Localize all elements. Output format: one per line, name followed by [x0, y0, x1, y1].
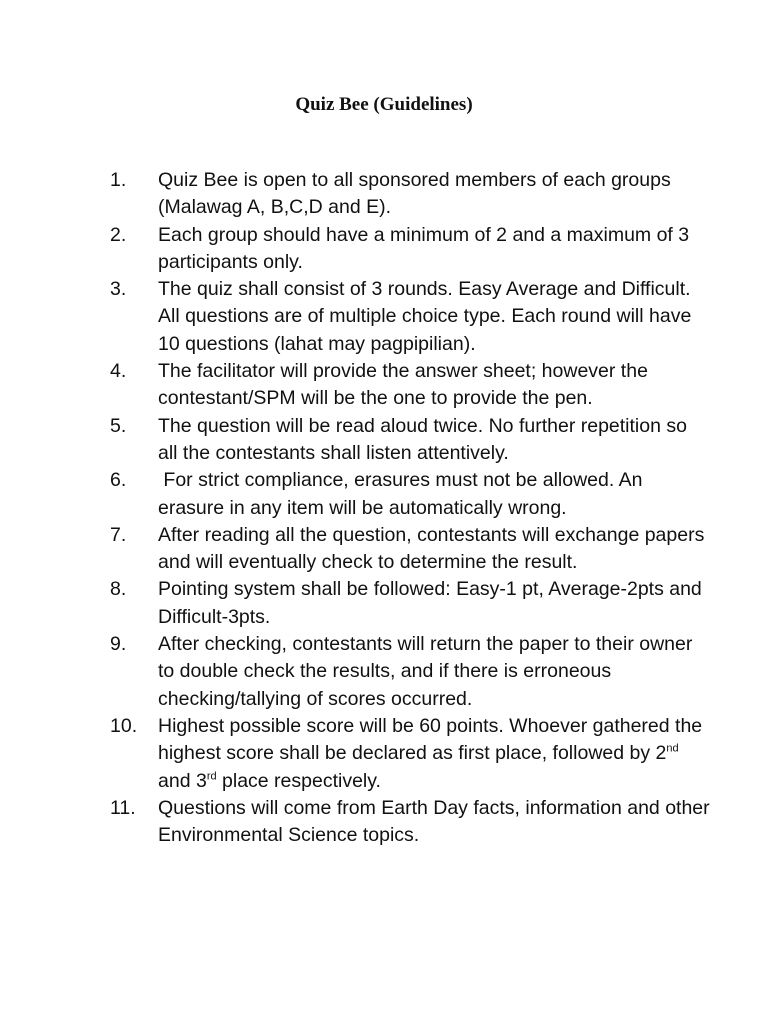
item-text-part: and 3	[158, 769, 207, 792]
item-text: The facilitator will provide the answer sheet; however the contestant/SPM will be the one to provide the pen.	[158, 360, 648, 410]
list-item	[110, 413, 710, 468]
item-text: The question will be read aloud twice. No further repetition so all the contestants shall listen attentively.	[158, 414, 687, 464]
item-number: 7.	[110, 523, 127, 546]
list-item	[110, 522, 710, 577]
list-item	[110, 467, 710, 522]
item-text: Pointing system shall be followed: Easy-1 pt, Average-2pts and Difficult-3pts.	[158, 578, 702, 628]
guidelines-list	[110, 167, 710, 849]
list-item	[110, 222, 710, 277]
ordinal-suffix: nd	[666, 742, 679, 755]
list-item	[110, 795, 710, 850]
item-text	[158, 713, 710, 795]
ordinal-suffix: rd	[206, 770, 217, 783]
item-number: 1.	[110, 169, 127, 191]
item-text: Questions will come from Earth Day facts, information and other Environmental Science topics.	[158, 796, 710, 847]
item-number: 6.	[110, 469, 127, 492]
item-number: 3.	[110, 278, 127, 301]
item-text: The quiz shall consist of 3 rounds. Easy Average and Difficult. All questions are of multiple choice type. Each round will have 10 questions (lahat may pagpipilian).	[158, 278, 692, 355]
item-number: 4.	[110, 360, 127, 383]
item-text-part: place respectively.	[216, 769, 381, 792]
item-text: Each group should have a minimum of 2 and a maximum of 3 participants only.	[158, 223, 690, 273]
item-text: For strict compliance, erasures must not be allowed. An erasure in any item will be automatically wrong.	[158, 469, 643, 519]
item-text: Quiz Bee is open to all sponsored members of each groups (Malawag A, B,C,D and E).	[158, 169, 671, 219]
item-number: 9.	[110, 633, 127, 656]
list-item	[110, 167, 710, 222]
item-text-part: Highest possible score will be 60 points. Whoever gathered the highest score shall be declared as first place, followed by 2	[158, 714, 703, 765]
list-item	[110, 713, 710, 795]
item-number: 11.	[110, 796, 136, 819]
item-number: 2.	[110, 223, 127, 246]
list-item	[110, 276, 710, 358]
list-item	[110, 358, 710, 413]
item-text: After checking, contestants will return the paper to their owner to double check the results, and if there is erroneous checking/tallying of scores occurred.	[158, 633, 693, 710]
list-item	[110, 576, 710, 631]
list-item	[110, 631, 710, 713]
item-number: 10.	[110, 714, 138, 737]
document-title: Quiz Bee (Guidelines)	[295, 94, 473, 115]
item-text: After reading all the question, contestants will exchange papers and will eventually check to determine the result.	[158, 523, 705, 574]
item-number: 8.	[110, 578, 127, 601]
item-number: 5.	[110, 414, 127, 437]
